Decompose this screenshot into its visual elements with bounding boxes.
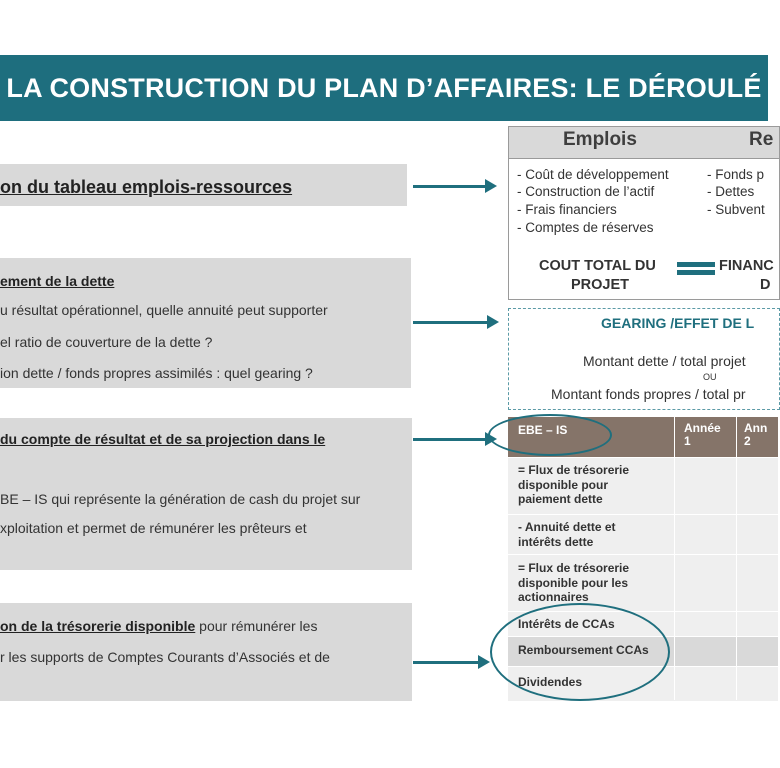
highlight-ellipse — [488, 414, 612, 456]
highlight-ellipse — [490, 603, 670, 701]
year-header: Ann 2 — [744, 421, 768, 448]
step-4-heading-rest: pour rémunérer les — [195, 618, 318, 634]
column-divider — [736, 416, 737, 700]
table-row: - Annuité dette et intérêts dette — [508, 514, 778, 554]
gearing-title: GEARING /EFFET DE L — [601, 315, 755, 331]
emplois-item: - Coût de développement — [517, 167, 669, 182]
table-row: = Flux de trésorerie disponible pour les actionnaires — [508, 554, 778, 611]
table-row: Remboursement CCAs — [508, 636, 778, 666]
arrow-right-icon — [413, 661, 480, 664]
emplois-ressources-table — [508, 126, 780, 300]
step-box-2 — [0, 258, 411, 388]
step-box-4 — [0, 603, 412, 701]
gearing-formula-1: Montant dette / total projet — [583, 353, 746, 369]
emplois-item: - Construction de l’actif — [517, 184, 655, 199]
emplois-item: - Frais financiers — [517, 202, 617, 217]
step-2-line-3: ion dette / fonds propres assimilés : quel gearing ? — [0, 365, 313, 381]
gearing-formula-2: Montant fonds propres / total pr — [551, 386, 746, 402]
table-row: Dividendes — [508, 666, 778, 701]
column-divider — [674, 416, 675, 700]
cout-total-label: PROJET — [571, 277, 630, 293]
table-row: = Flux de trésorerie disponible pour paiement dette — [508, 457, 778, 514]
step-2-line-2: el ratio de couverture de la dette ? — [0, 334, 213, 350]
year-header: Année 1 — [684, 421, 721, 448]
table-header — [509, 127, 779, 159]
step-1-heading: on du tableau emplois-ressources — [0, 177, 293, 197]
step-4-line-1: r les supports de Comptes Courants d’Associés et de — [0, 649, 330, 665]
gearing-or: OU — [703, 372, 717, 382]
ressources-item: - Dettes — [707, 184, 755, 199]
equals-icon — [677, 262, 715, 267]
step-3-line-1: BE – IS qui représente la génération de cash du projet sur — [0, 491, 361, 507]
cout-total-label: COUT TOTAL DU — [539, 258, 656, 274]
arrow-right-icon — [413, 185, 487, 188]
arrow-right-icon — [413, 438, 487, 441]
gearing-box — [508, 308, 780, 410]
equals-icon — [677, 270, 715, 275]
financement-label: FINANC — [719, 258, 774, 274]
step-2-heading: ement de la dette — [0, 273, 115, 289]
step-3-heading: du compte de résultat et de sa projection dans le — [0, 431, 326, 447]
step-4-heading: on de la trésorerie disponible — [0, 618, 196, 634]
step-3-line-2: xploitation et permet de rémunérer les prêteurs et — [0, 520, 307, 536]
ressources-item: - Fonds p — [707, 167, 765, 182]
table-row: Intérêts de CCAs — [508, 611, 778, 636]
step-2-line-1: u résultat opérationnel, quelle annuité peut supporter — [0, 302, 328, 318]
financement-label: D — [760, 277, 771, 293]
title-banner — [0, 55, 768, 121]
emplois-item: - Comptes de réserves — [517, 220, 654, 235]
step-box-3 — [0, 418, 412, 570]
ressources-header: Re — [749, 129, 774, 150]
ebe-is-label: EBE – IS — [518, 423, 568, 437]
step-box-1 — [0, 164, 407, 206]
ressources-item: - Subvent — [707, 202, 765, 217]
page-title: LA CONSTRUCTION DU PLAN D’AFFAIRES: LE DÉROULÉ — [6, 72, 762, 103]
arrow-right-icon — [413, 321, 489, 324]
emplois-header: Emplois — [563, 129, 637, 150]
